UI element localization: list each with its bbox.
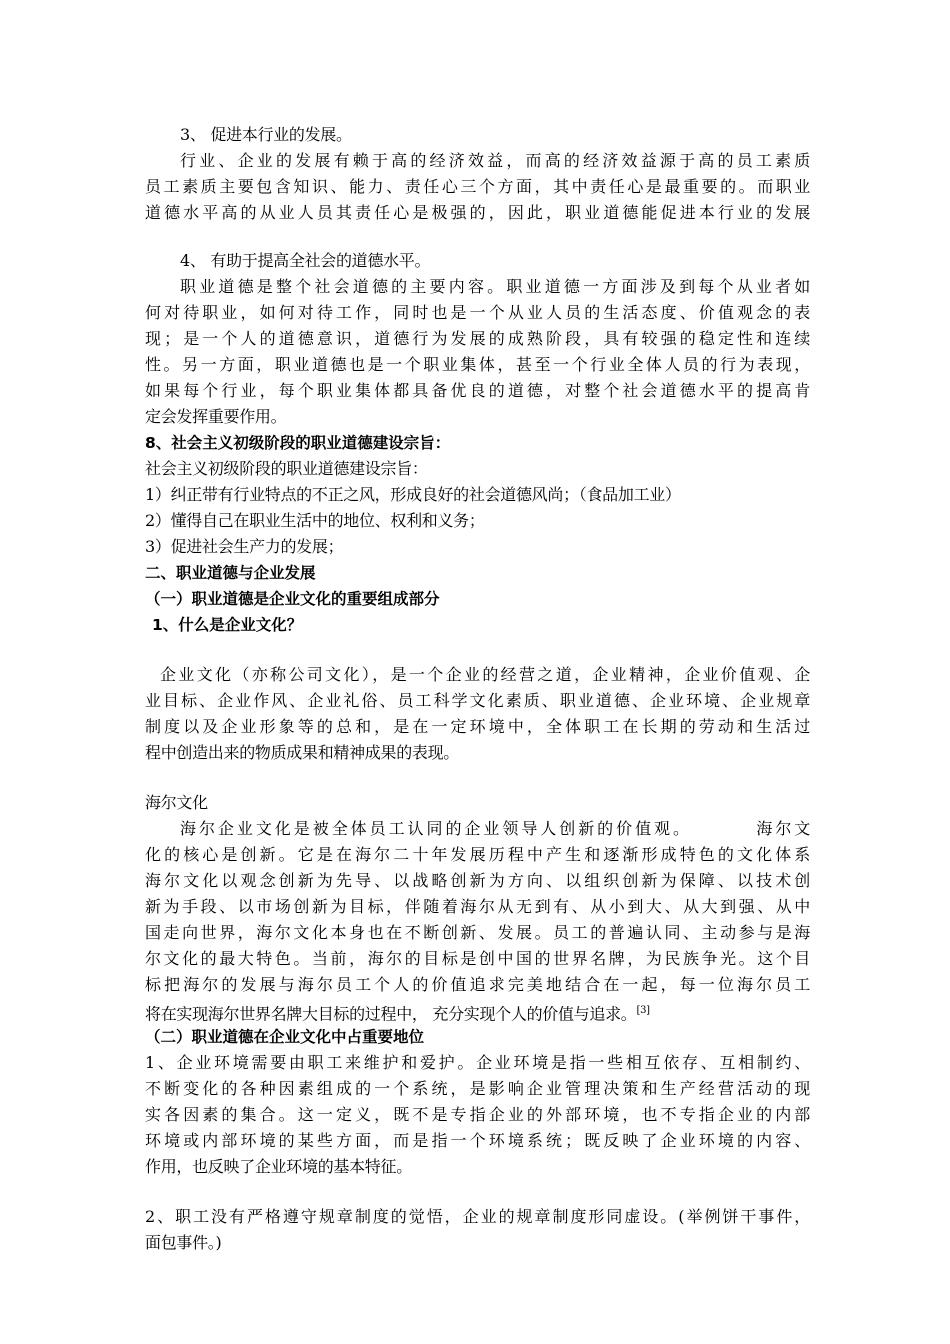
subsection-2-heading: （二）职业道德在企业文化中占重要地位 bbox=[145, 1028, 425, 1046]
paragraph-line: 职业道德是整个社会道德的主要内容。职业道德一方面涉及到每个从业者如 bbox=[180, 277, 810, 296]
paragraph-line: 面包事件。) bbox=[145, 1233, 222, 1252]
paragraph-line: 业目标、企业作风、企业礼俗、员工科学文化素质、职业道德、企业环境、企业规章 bbox=[145, 691, 810, 710]
paragraph-line: 现；是一个人的道德意识，道德行为发展的成熟阶段，具有较强的稳定性和连续 bbox=[145, 329, 810, 348]
paragraph-line: 员工素质主要包含知识、能力、责任心三个方面，其中责任心是最重要的。而职业 bbox=[145, 177, 810, 196]
chapter-2-heading: 二、职业道德与企业发展 bbox=[145, 564, 316, 582]
paragraph-line: 道德水平高的从业人员其责任心是极强的，因此，职业道德能促进本行业的发展 bbox=[145, 203, 810, 222]
paragraph-line bbox=[145, 1000, 810, 1023]
section-4-heading: 4、 有助于提高全社会的道德水平。 bbox=[180, 251, 431, 270]
list-item: 2）懂得自己在职业生活中的地位、权利和义务； bbox=[145, 511, 485, 530]
paragraph-text: 将在实现海尔世界名牌大目标的过程中， 充分实现个人的价值与追求。 bbox=[145, 1004, 637, 1024]
paragraph-line: 标把海尔的发展与海尔员工个人的价值追求完美地结合在一起，每一位海尔员工 bbox=[145, 975, 810, 994]
paragraph-line: 不断变化的各种因素组成的一个系统，是影响企业管理决策和生产经营活动的现 bbox=[145, 1079, 810, 1098]
paragraph-line: 海尔企业文化是被全体员工认同的企业领导人创新的价值观。 海尔文 bbox=[180, 819, 810, 838]
haier-culture-title: 海尔文化 bbox=[145, 793, 208, 812]
paragraph-line: 程中创造出来的物质成果和精神成果的表现。 bbox=[145, 743, 460, 762]
paragraph-line: 企业文化（亦称公司文化），是一个企业的经营之道，企业精神，企业价值观、企 bbox=[160, 665, 810, 684]
paragraph-line: 国走向世界，海尔文化本身也在不断创新、发展。员工的普遍认同、主动参与是海 bbox=[145, 923, 810, 942]
paragraph-line: 新为手段、以市场创新为目标，伴随着海尔从无到有、从小到大、从大到强、从中 bbox=[145, 897, 810, 916]
paragraph-line: 2、职工没有严格遵守规章制度的觉悟，企业的规章制度形同虚设。(举例饼干事件， bbox=[145, 1207, 810, 1226]
paragraph-line: 社会主义初级阶段的职业道德建设宗旨： bbox=[145, 459, 428, 478]
section-3-heading: 3、 促进本行业的发展。 bbox=[180, 125, 352, 144]
list-item: 3）促进社会生产力的发展； bbox=[145, 537, 344, 556]
paragraph-line: 行业、企业的发展有赖于高的经济效益，而高的经济效益源于高的员工素质 bbox=[180, 151, 810, 170]
section-8-heading: 8、社会主义初级阶段的职业道德建设宗旨： bbox=[145, 434, 451, 452]
paragraph-line: 性。另一方面，职业道德也是一个职业集体，甚至一个行业全体人员的行为表现， bbox=[145, 355, 810, 374]
paragraph-line: 定会发挥重要作用。 bbox=[145, 407, 287, 426]
paragraph-line: 环境或内部环境的某些方面，而是指一个环境系统；既反映了企业环境的内容、 bbox=[145, 1131, 810, 1150]
paragraph-line: 实各因素的集合。这一定义，既不是专指企业的外部环境，也不专指企业的内部 bbox=[145, 1105, 810, 1124]
citation-reference[interactable]: [3] bbox=[636, 1005, 650, 1016]
list-item: 1）纠正带有行业特点的不正之风，形成良好的社会道德风尚；（食品加工业） bbox=[145, 485, 681, 504]
paragraph-line: 制度以及企业形象等的总和，是在一定环境中，全体职工在长期的劳动和生活过 bbox=[145, 717, 810, 736]
paragraph-line: 如果每个行业，每个职业集体都具备优良的道德，对整个社会道德水平的提高肯 bbox=[145, 381, 810, 400]
paragraph-line: 何对待职业，如何对待工作，同时也是一个从业人员的生活态度、价值观念的表 bbox=[145, 303, 810, 322]
question-heading: 1、什么是企业文化？ bbox=[152, 616, 303, 634]
paragraph-line: 尔文化的最大特色。当前，海尔的目标是创中国的世界名牌，为民族争光。这个目 bbox=[145, 949, 810, 968]
paragraph-line: 1、企业环境需要由职工来维护和爱护。企业环境是指一些相互依存、互相制约、 bbox=[145, 1053, 810, 1072]
subsection-1-heading: （一）职业道德是企业文化的重要组成部分 bbox=[145, 590, 440, 608]
paragraph-line: 化的核心是创新。它是在海尔二十年发展历程中产生和逐渐形成特色的文化体系 bbox=[145, 845, 810, 864]
paragraph-line: 海尔文化以观念创新为先导、以战略创新为方向、以组织创新为保障、以技术创 bbox=[145, 871, 810, 890]
paragraph-line: 作用，也反映了企业环境的基本特征。 bbox=[145, 1157, 412, 1176]
